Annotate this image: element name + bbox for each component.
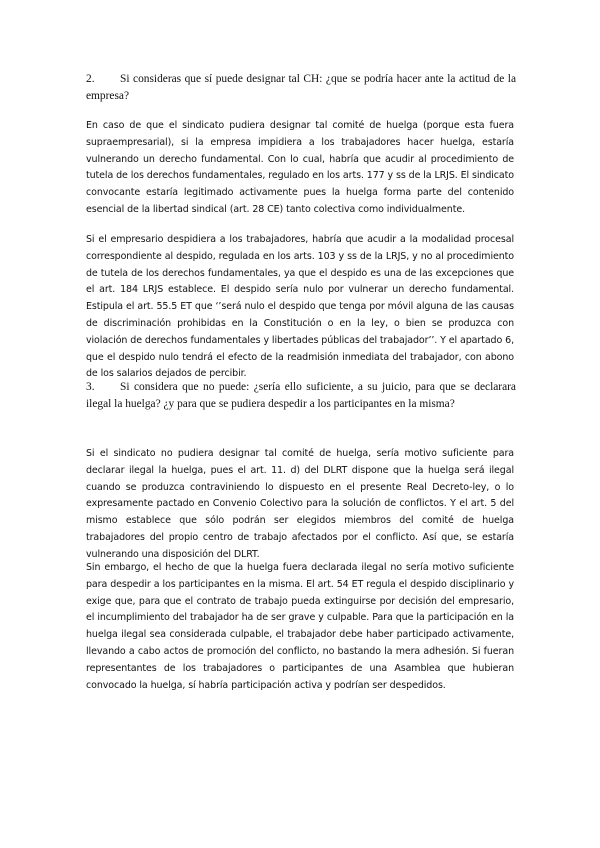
question-2-number: 2. <box>86 73 95 85</box>
answer-3-paragraph-1: Si el sindicato no pudiera designar tal comité de huelga, sería motivo suficiente para declarar ilegal la huelga, pues el art. 11. d) del DLRT dispone que la huelga será ilegal cuando se produzca contraviniendo lo dispuesto en el presente Real Decreto-ley, o lo expresamente pactado en Convenio Colectivo para la solución de conflictos. Y el art. 5 del mismo establece que sólo podrán ser elegidos miembros del comité de huelga trabajadores del propio centro de trabajo afectados por el conflicto. Así que, se estaría vulnerando una disposición del DLRT. <box>86 448 514 560</box>
answer-3-paragraph-2: Sin embargo, el hecho de que la huelga fuera declarada ilegal no sería motivo suficiente para despedir a los participantes en la misma. El art. 54 ET regula el despido disciplinario y exige que, para que el contrato de trabajo pueda extinguirse por decisión del empresario, el incumplimiento del trabajador ha de ser grave y culpable. Para que la participación en la huelga ilegal sea considerada culpable, el trabajador debe haber participado activamente, llevando a cabo actos de promoción del conflicto, no bastando la mera adhesión. Si fueran representantes de los trabajadores o participantes de una Asamblea que hubieran convocado la huelga, sí habría participación activa y podrían ser despedidos. <box>86 562 514 691</box>
question-2-text: Si consideras que sí puede designar tal CH: ¿que se podría hacer ante la actitud de la empresa? <box>86 73 516 102</box>
answer-2-paragraph-2: Si el empresario despidiera a los trabajadores, habría que acudir a la modalidad procesal correspondiente al despido, regulada en los arts. 103 y ss de la LRJS, y no al procedimiento de tutela de los derechos fundamentales, ya que el despido es una de las excepciones que el art. 184 LRJS establece. El despido sería nulo por vulnerar un derecho fundamental. Estipula el art. 55.5 ET que ‘’será nulo el despido que tenga por móvil alguna de las causas de discriminación prohibidas en la Constitución o en la ley, o bien se produzca con violación de derechos fundamentales y libertades públicas del trabajador’’. Y el apartado 6, que el despido nulo tendrá el efecto de la readmisión inmediata del trabajador, con abono de los salarios dejados de percibir. <box>86 234 514 380</box>
answer-2-paragraph-1: En caso de que el sindicato pudiera designar tal comité de huelga (porque esta fuera supraempresarial), si la empresa impidiera a los trabajadores hacer huelga, estaría vulnerando un derecho fundamental. Con lo cual, habría que acudir al procedimiento de tutela de los derechos fundamentales, regulado en los arts. 177 y ss de la LRJS. El sindicato convocante estaría legitimado activamente pues la huelga forma parte del contenido esencial de la libertad sindical (art. 28 CE) tanto colectiva como individualmente. <box>86 120 514 215</box>
question-3-text: Si considera que no puede: ¿sería ello suficiente, a su juicio, para que se declarara ilegal la huelga? ¿y para que se pudiera despedir a los participantes en la misma? <box>86 381 516 410</box>
question-3-number: 3. <box>86 381 95 393</box>
question-3 <box>86 379 516 412</box>
question-2 <box>86 71 516 104</box>
